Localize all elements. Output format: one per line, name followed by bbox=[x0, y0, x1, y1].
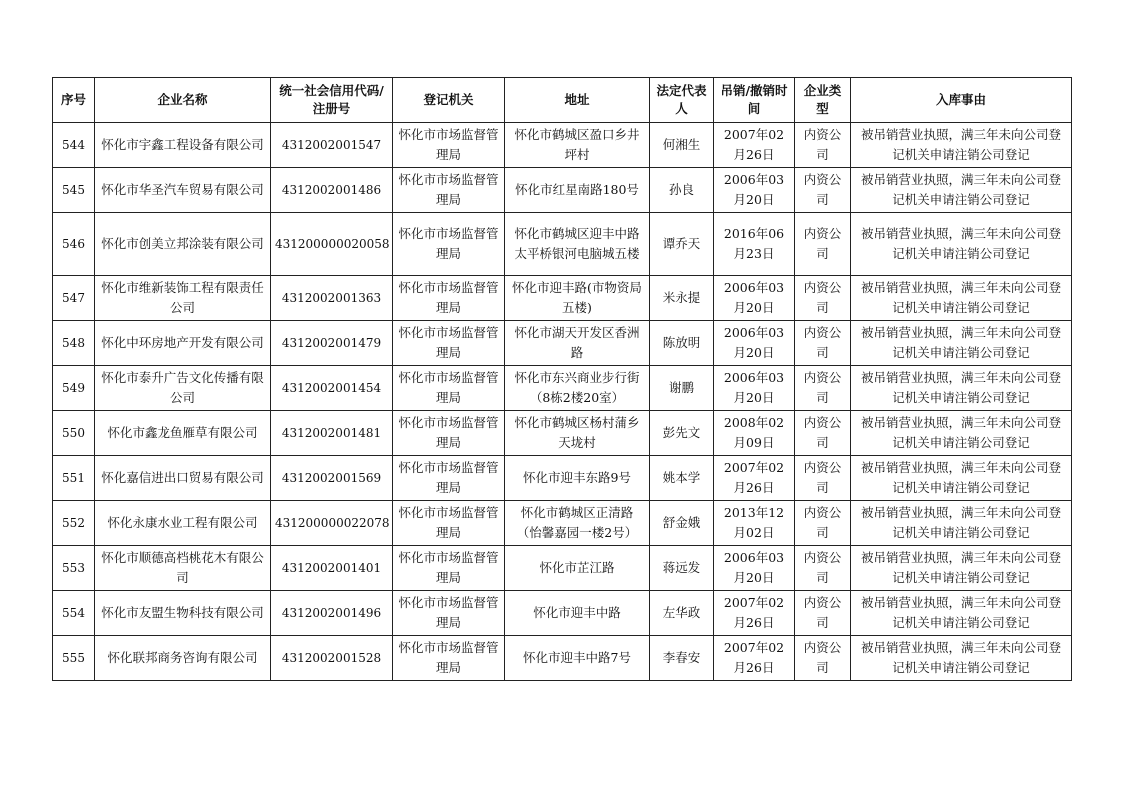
cell-address: 怀化市东兴商业步行街（8栋2楼20室） bbox=[505, 366, 650, 411]
cell-name: 怀化嘉信进出口贸易有限公司 bbox=[95, 456, 271, 501]
table-row bbox=[53, 546, 1072, 591]
cell-address: 怀化市迎丰中路 bbox=[505, 591, 650, 636]
cell-address: 怀化市鹤城区迎丰中路太平桥银河电脑城五楼 bbox=[505, 213, 650, 276]
header-no: 序号 bbox=[53, 78, 95, 123]
cell-revoke-time: 2007年02月26日 bbox=[714, 456, 795, 501]
cell-type: 内资公司 bbox=[795, 411, 851, 456]
cell-code: 431200000020058 bbox=[271, 213, 393, 276]
cell-authority: 怀化市市场监督管理局 bbox=[393, 411, 505, 456]
cell-legal-rep: 孙良 bbox=[650, 168, 714, 213]
cell-reason: 被吊销营业执照，满三年未向公司登记机关申请注销公司登记 bbox=[851, 591, 1072, 636]
cell-authority: 怀化市市场监督管理局 bbox=[393, 366, 505, 411]
cell-reason: 被吊销营业执照，满三年未向公司登记机关申请注销公司登记 bbox=[851, 321, 1072, 366]
cell-authority: 怀化市市场监督管理局 bbox=[393, 168, 505, 213]
cell-name: 怀化市泰升广告文化传播有限公司 bbox=[95, 366, 271, 411]
cell-address: 怀化市鹤城区正清路（怡馨嘉园一楼2号） bbox=[505, 501, 650, 546]
header-code: 统一社会信用代码/注册号 bbox=[271, 78, 393, 123]
cell-no: 546 bbox=[53, 213, 95, 276]
cell-revoke-time: 2016年06月23日 bbox=[714, 213, 795, 276]
cell-address: 怀化市红星南路180号 bbox=[505, 168, 650, 213]
cell-legal-rep: 蒋远发 bbox=[650, 546, 714, 591]
cell-reason: 被吊销营业执照，满三年未向公司登记机关申请注销公司登记 bbox=[851, 501, 1072, 546]
cell-code: 4312002001454 bbox=[271, 366, 393, 411]
cell-authority: 怀化市市场监督管理局 bbox=[393, 591, 505, 636]
cell-type: 内资公司 bbox=[795, 213, 851, 276]
table-row bbox=[53, 168, 1072, 213]
cell-legal-rep: 谭乔天 bbox=[650, 213, 714, 276]
cell-legal-rep: 谢鹏 bbox=[650, 366, 714, 411]
cell-name: 怀化市维新装饰工程有限责任公司 bbox=[95, 276, 271, 321]
cell-name: 怀化中环房地产开发有限公司 bbox=[95, 321, 271, 366]
cell-name: 怀化联邦商务咨询有限公司 bbox=[95, 636, 271, 681]
cell-code: 4312002001479 bbox=[271, 321, 393, 366]
header-reason: 入库事由 bbox=[851, 78, 1072, 123]
cell-revoke-time: 2006年03月20日 bbox=[714, 366, 795, 411]
cell-revoke-time: 2006年03月20日 bbox=[714, 168, 795, 213]
header-address: 地址 bbox=[505, 78, 650, 123]
cell-legal-rep: 彭先文 bbox=[650, 411, 714, 456]
table-row bbox=[53, 591, 1072, 636]
cell-authority: 怀化市市场监督管理局 bbox=[393, 501, 505, 546]
cell-type: 内资公司 bbox=[795, 321, 851, 366]
cell-legal-rep: 姚本学 bbox=[650, 456, 714, 501]
cell-reason: 被吊销营业执照，满三年未向公司登记机关申请注销公司登记 bbox=[851, 636, 1072, 681]
cell-no: 550 bbox=[53, 411, 95, 456]
cell-revoke-time: 2008年02月09日 bbox=[714, 411, 795, 456]
cell-type: 内资公司 bbox=[795, 591, 851, 636]
table-row bbox=[53, 411, 1072, 456]
cell-type: 内资公司 bbox=[795, 123, 851, 168]
cell-no: 552 bbox=[53, 501, 95, 546]
cell-name: 怀化市顺德高档桃花木有限公司 bbox=[95, 546, 271, 591]
cell-reason: 被吊销营业执照，满三年未向公司登记机关申请注销公司登记 bbox=[851, 411, 1072, 456]
cell-legal-rep: 米永提 bbox=[650, 276, 714, 321]
cell-code: 431200000022078 bbox=[271, 501, 393, 546]
cell-name: 怀化市友盟生物科技有限公司 bbox=[95, 591, 271, 636]
cell-code: 4312002001401 bbox=[271, 546, 393, 591]
table-row bbox=[53, 123, 1072, 168]
cell-type: 内资公司 bbox=[795, 546, 851, 591]
table-row bbox=[53, 636, 1072, 681]
cell-address: 怀化市迎丰东路9号 bbox=[505, 456, 650, 501]
cell-address: 怀化市芷江路 bbox=[505, 546, 650, 591]
cell-type: 内资公司 bbox=[795, 168, 851, 213]
cell-revoke-time: 2007年02月26日 bbox=[714, 123, 795, 168]
header-name: 企业名称 bbox=[95, 78, 271, 123]
header-type: 企业类型 bbox=[795, 78, 851, 123]
table-row bbox=[53, 456, 1072, 501]
cell-address: 怀化市迎丰中路7号 bbox=[505, 636, 650, 681]
cell-type: 内资公司 bbox=[795, 366, 851, 411]
cell-code: 4312002001481 bbox=[271, 411, 393, 456]
cell-no: 549 bbox=[53, 366, 95, 411]
cell-type: 内资公司 bbox=[795, 501, 851, 546]
cell-revoke-time: 2013年12月02日 bbox=[714, 501, 795, 546]
cell-no: 553 bbox=[53, 546, 95, 591]
cell-code: 4312002001547 bbox=[271, 123, 393, 168]
cell-reason: 被吊销营业执照，满三年未向公司登记机关申请注销公司登记 bbox=[851, 366, 1072, 411]
cell-address: 怀化市迎丰路(市物资局五楼) bbox=[505, 276, 650, 321]
cell-authority: 怀化市市场监督管理局 bbox=[393, 321, 505, 366]
header-authority: 登记机关 bbox=[393, 78, 505, 123]
cell-authority: 怀化市市场监督管理局 bbox=[393, 123, 505, 168]
cell-no: 544 bbox=[53, 123, 95, 168]
cell-address: 怀化市湖天开发区香洲路 bbox=[505, 321, 650, 366]
cell-authority: 怀化市市场监督管理局 bbox=[393, 636, 505, 681]
header-legal-rep: 法定代表人 bbox=[650, 78, 714, 123]
cell-code: 4312002001569 bbox=[271, 456, 393, 501]
cell-type: 内资公司 bbox=[795, 636, 851, 681]
cell-legal-rep: 陈放明 bbox=[650, 321, 714, 366]
cell-reason: 被吊销营业执照，满三年未向公司登记机关申请注销公司登记 bbox=[851, 276, 1072, 321]
cell-reason: 被吊销营业执照，满三年未向公司登记机关申请注销公司登记 bbox=[851, 123, 1072, 168]
table-row bbox=[53, 501, 1072, 546]
cell-no: 547 bbox=[53, 276, 95, 321]
cell-name: 怀化市宇鑫工程设备有限公司 bbox=[95, 123, 271, 168]
cell-authority: 怀化市市场监督管理局 bbox=[393, 456, 505, 501]
cell-type: 内资公司 bbox=[795, 456, 851, 501]
cell-revoke-time: 2006年03月20日 bbox=[714, 321, 795, 366]
cell-no: 548 bbox=[53, 321, 95, 366]
cell-legal-rep: 李春安 bbox=[650, 636, 714, 681]
cell-revoke-time: 2006年03月20日 bbox=[714, 546, 795, 591]
cell-revoke-time: 2006年03月20日 bbox=[714, 276, 795, 321]
cell-legal-rep: 左华政 bbox=[650, 591, 714, 636]
cell-no: 554 bbox=[53, 591, 95, 636]
cell-revoke-time: 2007年02月26日 bbox=[714, 591, 795, 636]
table-row bbox=[53, 366, 1072, 411]
cell-legal-rep: 何湘生 bbox=[650, 123, 714, 168]
cell-name: 怀化市创美立邦涂装有限公司 bbox=[95, 213, 271, 276]
cell-authority: 怀化市市场监督管理局 bbox=[393, 546, 505, 591]
cell-name: 怀化市华圣汽车贸易有限公司 bbox=[95, 168, 271, 213]
cell-name: 怀化永康水业工程有限公司 bbox=[95, 501, 271, 546]
table-row bbox=[53, 276, 1072, 321]
cell-name: 怀化市鑫龙鱼雁草有限公司 bbox=[95, 411, 271, 456]
cell-authority: 怀化市市场监督管理局 bbox=[393, 276, 505, 321]
cell-no: 555 bbox=[53, 636, 95, 681]
table-row bbox=[53, 321, 1072, 366]
cell-code: 4312002001486 bbox=[271, 168, 393, 213]
header-revoke-time: 吊销/撤销时间 bbox=[714, 78, 795, 123]
cell-no: 551 bbox=[53, 456, 95, 501]
cell-reason: 被吊销营业执照，满三年未向公司登记机关申请注销公司登记 bbox=[851, 456, 1072, 501]
cell-legal-rep: 舒金娥 bbox=[650, 501, 714, 546]
cell-reason: 被吊销营业执照，满三年未向公司登记机关申请注销公司登记 bbox=[851, 168, 1072, 213]
table-header-row bbox=[53, 78, 1072, 123]
table-row bbox=[53, 213, 1072, 276]
cell-address: 怀化市鹤城区杨村蒲乡天垅村 bbox=[505, 411, 650, 456]
cell-code: 4312002001363 bbox=[271, 276, 393, 321]
cell-code: 4312002001528 bbox=[271, 636, 393, 681]
cell-authority: 怀化市市场监督管理局 bbox=[393, 213, 505, 276]
cell-reason: 被吊销营业执照，满三年未向公司登记机关申请注销公司登记 bbox=[851, 213, 1072, 276]
cell-revoke-time: 2007年02月26日 bbox=[714, 636, 795, 681]
cell-no: 545 bbox=[53, 168, 95, 213]
cell-address: 怀化市鹤城区盈口乡井坪村 bbox=[505, 123, 650, 168]
cell-code: 4312002001496 bbox=[271, 591, 393, 636]
revoked-companies-table bbox=[52, 77, 1072, 681]
cell-type: 内资公司 bbox=[795, 276, 851, 321]
cell-reason: 被吊销营业执照，满三年未向公司登记机关申请注销公司登记 bbox=[851, 546, 1072, 591]
